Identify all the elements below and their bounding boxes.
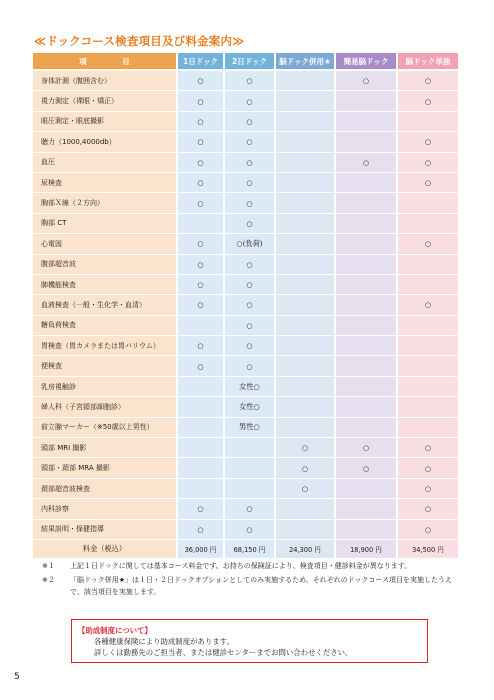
course-cell: [178, 418, 225, 438]
course-cell: ○: [178, 356, 225, 376]
course-cell: [336, 255, 398, 275]
course-cell: 男性○: [225, 418, 276, 438]
exam-item-name: 眼圧測定・眼底撮影: [33, 112, 178, 132]
course-cell: [336, 132, 398, 152]
subsidy-box: [71, 619, 428, 663]
header-brain-dock-combo: 脳ドック併用★: [276, 53, 336, 71]
course-cell: [398, 356, 460, 376]
course-cell: [398, 316, 460, 336]
course-cell: [336, 316, 398, 336]
course-cell: [336, 193, 398, 213]
fee-value: 18,900 円: [336, 540, 398, 559]
course-cell: ○: [178, 193, 225, 213]
course-cell: [398, 397, 460, 417]
exam-item-name: 頚部超音波検査: [33, 479, 178, 499]
header-brain-dock-only: 脳ドック単独: [398, 53, 460, 71]
course-cell: [276, 356, 336, 376]
table-row: [33, 132, 460, 152]
course-cell: ○: [225, 255, 276, 275]
exam-item-name: 糖負荷検査: [33, 316, 178, 336]
course-cell: [398, 193, 460, 213]
course-cell: [276, 499, 336, 519]
subsidy-line: 詳しくは勤務先のご担当者、または健診センターまでお問い合わせください。: [94, 648, 353, 657]
fee-value: 68,150 円: [225, 540, 276, 559]
fee-label: 料金（税込）: [33, 540, 178, 559]
course-cell: [178, 316, 225, 336]
course-cell: ○(負荷): [225, 234, 276, 254]
course-cell: ○: [178, 336, 225, 356]
course-cell: [336, 234, 398, 254]
course-cell: ○: [178, 295, 225, 315]
course-cell: [336, 214, 398, 234]
course-cell: [336, 520, 398, 540]
course-cell: ○: [398, 173, 460, 193]
course-cell: ○: [225, 356, 276, 376]
course-cell: [276, 71, 336, 91]
table-row: [33, 234, 460, 254]
note-mark: ※１: [42, 562, 55, 570]
note-text: 「脳ドック併用★」は１日・２日ドックオプションとしてのみ実施するため、それぞれのドックコース項目を実施したうえで、該当項目を実施します。: [70, 576, 453, 596]
exam-item-name: 身体計測（腹囲含む）: [33, 71, 178, 91]
table-row: [33, 356, 460, 376]
course-cell: ○: [398, 132, 460, 152]
course-cell: [276, 275, 336, 295]
table-row: [33, 153, 460, 173]
exam-item-name: 頭部・頚部 MRA 撮影: [33, 458, 178, 478]
course-cell: ○: [398, 499, 460, 519]
course-cell: ○: [398, 153, 460, 173]
course-cell: [398, 336, 460, 356]
table-row: [33, 275, 460, 295]
course-cell: [276, 377, 336, 397]
exam-item-name: 内科診察: [33, 499, 178, 519]
table-row: [33, 479, 460, 499]
table-row: [33, 438, 460, 458]
course-cell: ○: [225, 91, 276, 111]
notes: [42, 560, 462, 600]
course-cell: [276, 520, 336, 540]
exam-item-name: 胸部Ｘ線（２方向）: [33, 193, 178, 213]
course-cell: [276, 112, 336, 132]
course-cell: ○: [178, 112, 225, 132]
course-cell: [276, 397, 336, 417]
subsidy-line: 各種健康保険により助成制度があります。: [94, 637, 234, 646]
exam-item-name: 肺機能検査: [33, 275, 178, 295]
course-cell: [398, 112, 460, 132]
table-row: [33, 295, 460, 315]
exam-item-name: 頭部 MRI 撮影: [33, 438, 178, 458]
course-cell: [276, 336, 336, 356]
course-cell: ○: [178, 91, 225, 111]
course-cell: [336, 499, 398, 519]
course-cell: ○: [178, 275, 225, 295]
table-row: [33, 91, 460, 111]
course-cell: ○: [398, 234, 460, 254]
note-mark: ※２: [42, 576, 55, 584]
course-cell: ○: [276, 438, 336, 458]
course-cell: [225, 438, 276, 458]
course-cell: [336, 336, 398, 356]
exam-item-name: 乳房視触診: [33, 377, 178, 397]
course-cell: ○: [178, 255, 225, 275]
course-cell: [398, 377, 460, 397]
table-row: [33, 173, 460, 193]
course-cell: ○: [336, 153, 398, 173]
table-row: [33, 316, 460, 336]
course-cell: ○: [336, 71, 398, 91]
course-cell: ○: [178, 132, 225, 152]
course-table: [33, 53, 460, 559]
course-cell: [336, 112, 398, 132]
header-simple-brain-dock: 簡易脳ドック: [336, 53, 398, 71]
exam-item-name: 視力測定（裸眼・矯正）: [33, 91, 178, 111]
course-cell: 女性○: [225, 397, 276, 417]
table-header-row: [33, 53, 460, 71]
course-cell: [336, 173, 398, 193]
course-cell: [276, 193, 336, 213]
table-row: [33, 193, 460, 213]
exam-item-name: 結果説明・保健指導: [33, 520, 178, 540]
exam-item-name: 婦人科（子宮頸部細胞診）: [33, 397, 178, 417]
course-cell: [178, 397, 225, 417]
fee-value: 24,300 円: [276, 540, 336, 559]
course-cell: [398, 418, 460, 438]
course-cell: [178, 377, 225, 397]
exam-item-name: 聴力（1000,4000db）: [33, 132, 178, 152]
course-cell: ○: [276, 479, 336, 499]
course-cell: ○: [225, 132, 276, 152]
exam-item-name: 血圧: [33, 153, 178, 173]
course-cell: [276, 295, 336, 315]
exam-item-name: 血液検査（一般・生化学・血清）: [33, 295, 178, 315]
note-text: 上記１日ドックに関しては基本コース料金です。お持ちの保険証により、検査項目・健診料金が異なります。: [70, 562, 412, 570]
course-cell: ○: [398, 91, 460, 111]
course-cell: ○: [225, 275, 276, 295]
table-row: [33, 377, 460, 397]
course-cell: [178, 458, 225, 478]
course-cell: [178, 479, 225, 499]
table-row: [33, 71, 460, 91]
course-cell: ○: [225, 295, 276, 315]
course-cell: ○: [225, 173, 276, 193]
course-cell: [225, 479, 276, 499]
course-cell: ○: [336, 458, 398, 478]
course-cell: ○: [276, 458, 336, 478]
header-item: 項 目: [33, 53, 178, 71]
exam-item-name: 前立腺マーカー（※50歳以上男性）: [33, 418, 178, 438]
course-cell: [398, 214, 460, 234]
course-cell: [336, 91, 398, 111]
page-title: ≪ドックコース検査項目及び料金案内≫: [34, 34, 245, 48]
course-cell: ○: [225, 499, 276, 519]
course-cell: [336, 356, 398, 376]
course-cell: ○: [398, 479, 460, 499]
course-cell: [398, 255, 460, 275]
table-row: [33, 214, 460, 234]
course-cell: ○: [398, 438, 460, 458]
course-cell: ○: [398, 71, 460, 91]
course-cell: ○: [225, 520, 276, 540]
course-cell: ○: [225, 316, 276, 336]
course-cell: [276, 316, 336, 336]
table-row: [33, 458, 460, 478]
course-cell: ○: [225, 71, 276, 91]
fee-value: 34,500 円: [398, 540, 460, 559]
exam-item-name: 便検査: [33, 356, 178, 376]
course-cell: [276, 418, 336, 438]
exam-item-name: 心電図: [33, 234, 178, 254]
course-cell: ○: [225, 193, 276, 213]
course-cell: [276, 173, 336, 193]
course-cell: [276, 214, 336, 234]
note-1: [42, 560, 462, 572]
header-2day-dock: 2日ドック: [225, 53, 276, 71]
table-row: [33, 397, 460, 417]
exam-item-name: 腹部超音波: [33, 255, 178, 275]
table-row: [33, 418, 460, 438]
course-cell: ○: [178, 520, 225, 540]
course-cell: [276, 153, 336, 173]
course-cell: [276, 91, 336, 111]
header-1day-dock: 1日ドック: [178, 53, 225, 71]
fee-value: 36,000 円: [178, 540, 225, 559]
course-cell: [336, 418, 398, 438]
course-cell: [178, 438, 225, 458]
table-row: [33, 255, 460, 275]
table-row: [33, 499, 460, 519]
course-cell: [336, 397, 398, 417]
note-2: [42, 574, 462, 598]
subsidy-title: 【助成制度について】: [78, 626, 152, 635]
course-cell: ○: [225, 214, 276, 234]
page-number: 5: [14, 672, 20, 682]
course-cell: 女性○: [225, 377, 276, 397]
course-cell: ○: [178, 499, 225, 519]
course-cell: [276, 234, 336, 254]
course-cell: [336, 479, 398, 499]
course-cell: ○: [178, 71, 225, 91]
exam-item-name: 胸部 CT: [33, 214, 178, 234]
course-cell: ○: [398, 458, 460, 478]
course-cell: ○: [225, 112, 276, 132]
course-cell: ○: [398, 520, 460, 540]
table-row: [33, 112, 460, 132]
course-cell: [276, 255, 336, 275]
course-cell: [336, 275, 398, 295]
course-cell: [336, 295, 398, 315]
course-cell: ○: [336, 438, 398, 458]
course-cell: ○: [225, 336, 276, 356]
course-cell: [398, 275, 460, 295]
course-cell: [276, 132, 336, 152]
course-cell: ○: [225, 153, 276, 173]
course-cell: [336, 377, 398, 397]
fee-row: [33, 540, 460, 559]
course-cell: ○: [178, 153, 225, 173]
course-cell: [225, 458, 276, 478]
exam-item-name: 尿検査: [33, 173, 178, 193]
course-cell: ○: [178, 173, 225, 193]
table-row: [33, 520, 460, 540]
course-cell: ○: [178, 234, 225, 254]
table-row: [33, 336, 460, 356]
table-body: [33, 71, 460, 559]
exam-item-name: 胃検査（胃カメラまたは胃バリウム）: [33, 336, 178, 356]
course-cell: ○: [398, 295, 460, 315]
course-cell: [178, 214, 225, 234]
